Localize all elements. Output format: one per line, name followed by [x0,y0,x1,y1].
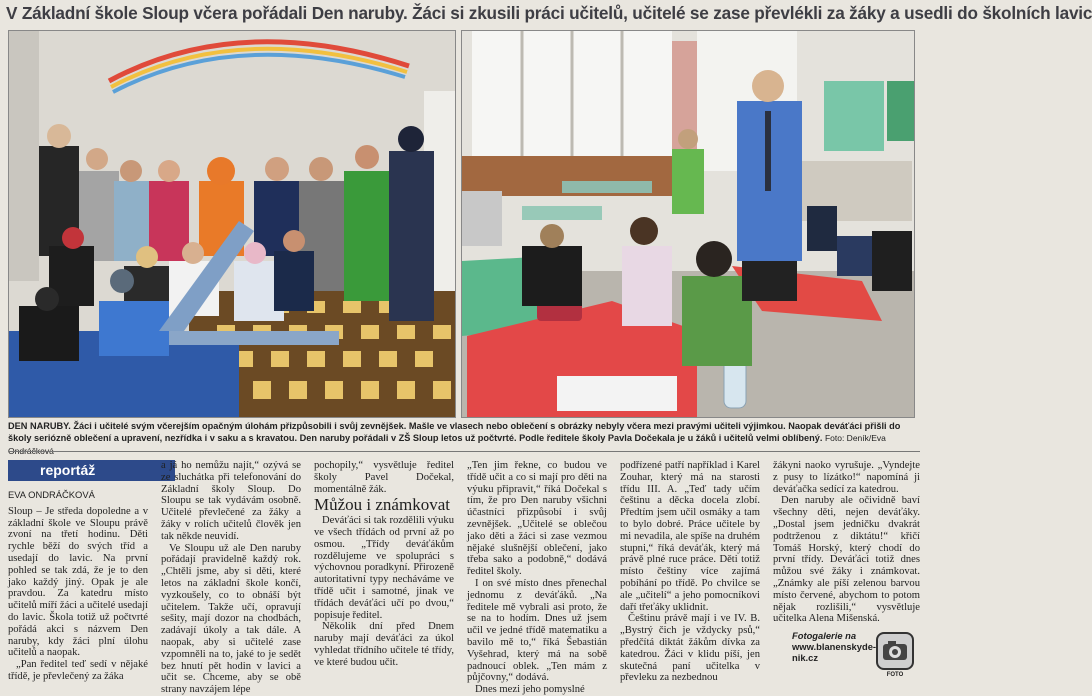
caption-lead: DEN NARUBY. [8,421,71,431]
article-paragraph: „Pan ředitel teď sedí v nějaké třídě, je převlečený za žáka [8,659,148,682]
caption-text: Žáci i učitelé svým včerejším opačným úlohám přizpůsobili i svůj zevnějšek. Mašle ve vlasech nebo oblečení s obrázky nebyly včera mezi pravými učiteli výjimkou. Naopak deváťáci přišli do školy seriózně oblečení a upravení, nezřídka i v saku a s kravatou. Den naruby pořádali v ZŠ Sloup letos už počtvrté. Podle ředitele školy Pavla Dočekala je u žáků i učitelů velmi oblíbený. [8,421,901,444]
article-column-2 [161,460,301,696]
gallery-line-2: www.blanenskyde- [792,641,877,652]
photo-costumed-group [8,30,456,418]
article-paragraph: Den naruby ale očividně baví všechny děti, nejen deváťáky. „Dostal jsem jedničku dvakrát podtrženou z diktátu!“ křičí Tomáš Horský, který chodí do první třídy. Deváťáci totiž dnes můžou své žáky i známkovat. „Známky ale píší zelenou barvou místo červené, abychom to potom nějak rozlišili,“ vysvětluje učitelka Alena Mišenská. [773,495,920,625]
article-paragraph: žákyni naoko vyrušuje. „Vyndejte z pusy to lízátko!“ napomíná ji deváťačka sedící za katedrou. [773,460,920,495]
article-paragraph: Dnes mezi jeho pomyslné [475,684,585,696]
photo-gallery-link[interactable] [792,630,920,678]
article-paragraph: I on své místo dnes přenechal jednomu z deváťáků. „Na ředitele mě vybrali asi proto, že se na to hodím. Dnes už jsem učil ve jedné třídě matematiku a bavilo mě to,“ říká Šebastián Vyšehrad, který má na sobě padnoucí oblek. „Ten mám z půjčovny,“ dodává. [467,577,607,684]
article-column-6 [773,460,920,628]
article-paragraph: „Ten jim řekne, co budou ve třídě učit a co si mají pro děti na výuku připravit,“ říká Dočekal s tím, že pro Den naruby všichni účastníci přizpůsobí i svůj zevnějšek. „Učitelé se oblečou jako děti a žáci si zase vezmou nějaké slušnější oblečení, jako třeba sako a podobně,“ dodává ředitel školy. [467,460,607,578]
camera-icon [876,632,914,678]
article-paragraph: Sloup – Je středa dopoledne a v základní škole ve Sloupu právě zvoní na třetí hodinu. Děti rychle běží do svých tříd a usedají do lavic. Na první pohled se tak zdá, že je to den jako každý jiný. Opak je ale pravdou. Za katedru místo učitelů míří žáci a učitelé usedají do lavic. Škola totiž už počtvrté pořádá akci s názvem Den naruby, kdy žáci plní úlohu učitelů a naopak. [8,505,148,659]
article-paragraph: podřízené patří například i Karel Zouhar, který má na starosti třídu III. A. „Teď tady učím češtinu a děcka docela zlobí. Předtím jsem učil osmáky a tam to bylo dobré. Práce učitele by mi nevadila, ale spíše na druhém stupni,“ říká deváťák, který má právě plné ruce práce. Děti totiž místo češtiny více zajímá pobíhání po třídě. Po chvilce se ale „učitelí“ a jeho pomocníkovi daří třeťáky uklidnit. [620,460,760,613]
group-photo-illustration [9,31,455,417]
article-paragraph: Ve Sloupu už ale Den naruby pořádají pravidelně každý rok. „Chtěli jsme, aby si děti, které letos na základní škole končí, vyzkoušely, co to obnáší být učitelem. Takže učí, opravují sešity, mají dozor na chodbách, zadávají úkoly a tak dále. A naopak, aby si učitelé zase vzpomněli na to, jaké to je sedět bez hnutí pět hodin v lavici a učit se. Chceme, aby se obě strany navzájem lépe [161,542,301,696]
article-paragraph: Deváťáci si tak rozdělili výuku ve všech třídách od první až po osmou. „Třídy deváťákům rozdělujeme ve spolupráci s výchovnou poradkyní. Přirozeně autoritativní typy necháváme ve třídě učit i samotné, jinak ve třídách deváťáci učí po dvou,“ popisuje ředitel. [314,515,454,621]
article-paragraph: a já ho nemůžu najít,“ ozývá se ze sluchátka při telefonování do Základní školy Sloup. Do Sloupu se tak vydávám osobně. Učitelé převlečené za žáky a žáky v rolích učitelů člověk jen tak někde neuvidí. [161,460,301,542]
section-kicker: reportáž [8,460,175,481]
article-paragraph: Češtinu právě mají i ve IV. B. „Bystrý čich je vždycky psů,“ předčítá diktát žákům dívka za katedrou. Žáci v klidu píší, jen skutečná paní učitelka v převleku za nezbednou [620,613,760,684]
camera-icon-label: FOTO [886,672,904,678]
headline: V Základní škole Sloup včera pořádali Den naruby. Žáci si zkusili práci učitelů, učitelé se zase převlékli za žáky a usedli do školních lavic [6,3,1092,23]
article-column-1 [8,460,148,681]
article-column-4 [467,460,607,696]
caption-credit: Foto: Deník/Eva Ondráčková [8,433,886,456]
divider [8,451,920,452]
author-byline: EVA ONDRÁČKOVÁ [8,489,95,500]
gallery-line-1: Fotogalerie na [792,630,857,641]
subheading: Můžou i známkovat [314,495,450,515]
gallery-line-3: nik.cz [792,652,819,663]
photo-classroom [461,30,915,418]
article-column-5 [620,460,760,684]
article-column-3 [314,460,454,681]
article-paragraph: Několik dní před Dnem naruby mají deváťáci za úkol vyhledat třídního učitele té třídy, ve které budou učit. [314,621,454,668]
article-paragraph: pochopily,“ vysvětluje ředitel školy Pavel Dočekal, momentálně žák. [314,460,454,495]
camera-icon-svg [878,634,912,668]
classroom-photo-illustration [462,31,914,417]
